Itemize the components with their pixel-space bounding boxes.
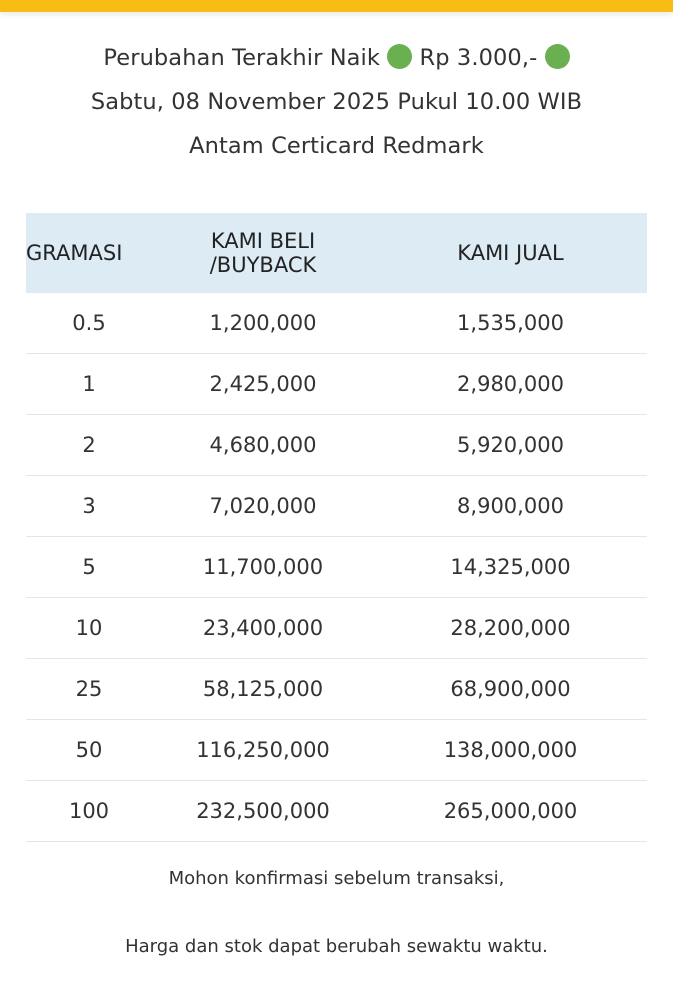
gramasi-cell: 3 — [26, 476, 152, 537]
footer-note-2: Harga dan stok dapat berubah sewaktu waktu. — [125, 936, 548, 957]
table-header — [26, 213, 647, 293]
table-row — [26, 720, 647, 781]
sell-cell: 2,980,000 — [374, 354, 647, 415]
sell-cell: 138,000,000 — [374, 720, 647, 781]
green-dot-icon — [545, 44, 570, 69]
buyback-cell: 116,250,000 — [152, 720, 374, 781]
table-row — [26, 659, 647, 720]
table-row — [26, 354, 647, 415]
sell-cell: 28,200,000 — [374, 598, 647, 659]
buyback-cell: 7,020,000 — [152, 476, 374, 537]
gramasi-cell: 50 — [26, 720, 152, 781]
gramasi-cell: 2 — [26, 415, 152, 476]
header-gramasi: GRAMASI — [26, 241, 123, 265]
buyback-cell: 23,400,000 — [152, 598, 374, 659]
change-amount: Rp 3.000,- — [419, 45, 538, 71]
buyback-cell: 2,425,000 — [152, 354, 374, 415]
gramasi-cell: 25 — [26, 659, 152, 720]
table-row — [26, 537, 647, 598]
header-sell: KAMI JUAL — [457, 241, 564, 265]
sell-cell: 1,535,000 — [374, 293, 647, 354]
price-table — [26, 213, 647, 842]
buyback-cell: 4,680,000 — [152, 415, 374, 476]
change-line — [0, 36, 673, 80]
table-row — [26, 293, 647, 354]
buyback-cell: 58,125,000 — [152, 659, 374, 720]
top-bar — [0, 0, 673, 12]
sell-cell: 14,325,000 — [374, 537, 647, 598]
table-row — [26, 415, 647, 476]
green-dot-icon — [387, 44, 412, 69]
gramasi-cell: 10 — [26, 598, 152, 659]
buyback-cell: 232,500,000 — [152, 781, 374, 842]
gramasi-cell: 5 — [26, 537, 152, 598]
gramasi-cell: 100 — [26, 781, 152, 842]
sell-cell: 8,900,000 — [374, 476, 647, 537]
gramasi-cell: 1 — [26, 354, 152, 415]
buyback-cell: 11,700,000 — [152, 537, 374, 598]
header-buyback: KAMI BELI /BUYBACK — [209, 229, 317, 277]
sell-cell: 68,900,000 — [374, 659, 647, 720]
buyback-cell: 1,200,000 — [152, 293, 374, 354]
change-label: Perubahan Terakhir Naik — [103, 45, 381, 71]
product-name: Antam Certicard Redmark — [189, 133, 484, 159]
date-line: Sabtu, 08 November 2025 Pukul 10.00 WIB — [90, 89, 583, 115]
table-row — [26, 476, 647, 537]
price-info — [0, 36, 673, 168]
table-row — [26, 598, 647, 659]
table-row — [26, 781, 647, 842]
gramasi-cell: 0.5 — [26, 293, 152, 354]
sell-cell: 5,920,000 — [374, 415, 647, 476]
footer-note-1: Mohon konfirmasi sebelum transaksi, — [168, 868, 505, 889]
sell-cell: 265,000,000 — [374, 781, 647, 842]
